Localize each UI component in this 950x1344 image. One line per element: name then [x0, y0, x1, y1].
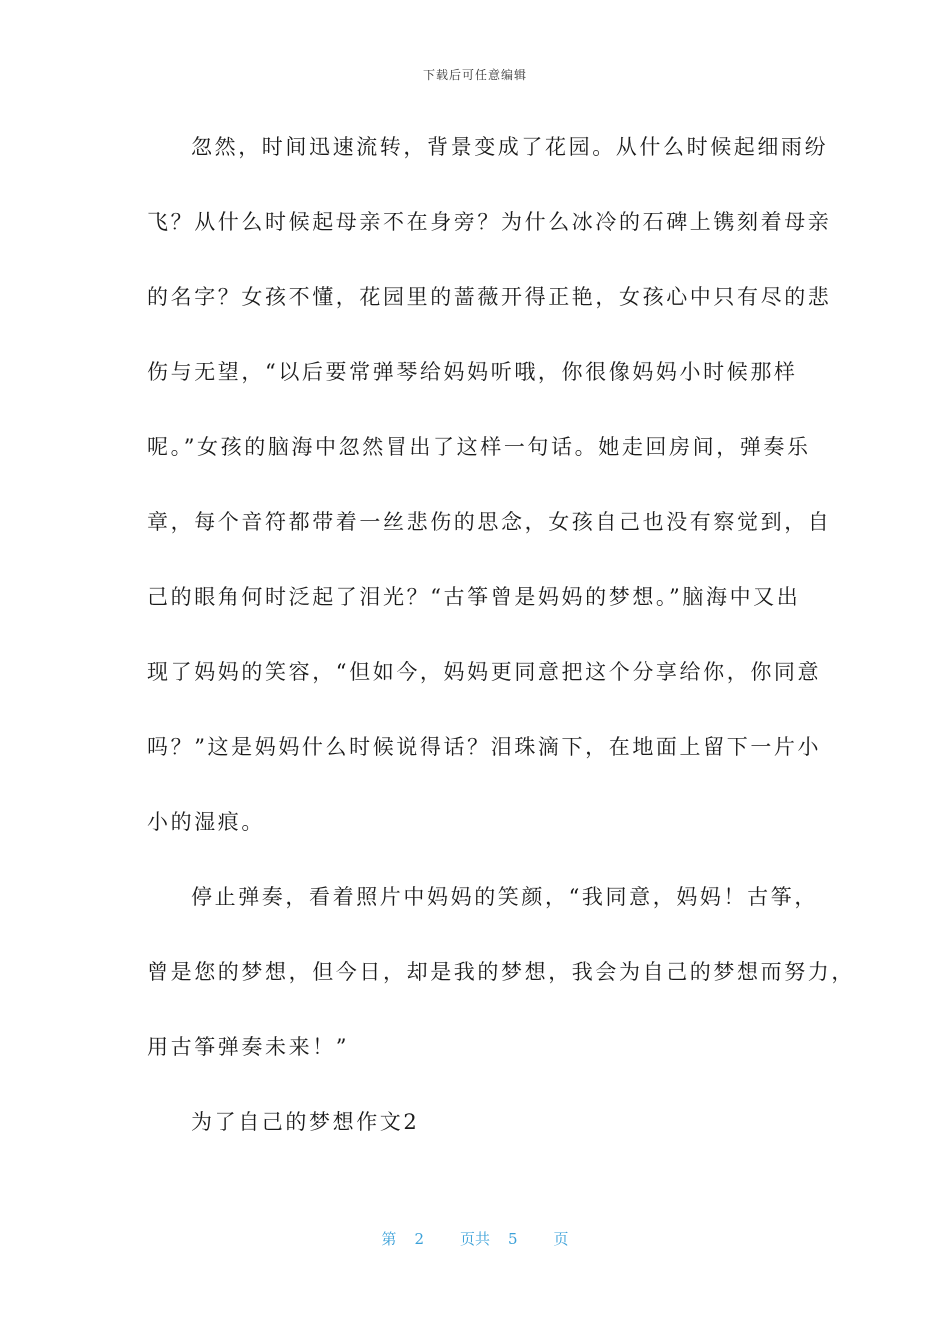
footer-total-pages: 5 — [508, 1230, 518, 1248]
paragraph-line: 章，每个音符都带着一丝悲伤的思念，女孩自己也没有察觉到，自 — [147, 510, 832, 534]
paragraph-line: 小的湿痕。 — [147, 810, 265, 834]
paragraph-line: 用古筝弹奏未来！” — [147, 1035, 350, 1059]
page-footer — [0, 1228, 950, 1249]
footer-middle: 页共 — [459, 1230, 490, 1248]
section-heading: 为了自己的梦想作文2 — [191, 1110, 420, 1134]
paragraph-line: 停止弹奏，看着照片中妈妈的笑颜，“我同意，妈妈！古筝， — [191, 885, 818, 909]
paragraph-line: 忽然，时间迅速流转，背景变成了花园。从什么时候起细雨纷 — [191, 135, 829, 159]
paragraph-line: 吗？”这是妈妈什么时候说得话？泪珠滴下，在地面上留下一片小 — [147, 735, 822, 759]
paragraph-line: 的名字？女孩不懂，花园里的蔷薇开得正艳，女孩心中只有尽的悲 — [147, 285, 832, 309]
paragraph-line: 呢。”女孩的脑海中忽然冒出了这样一句话。她走回房间，弹奏乐 — [147, 435, 811, 459]
paragraph-line: 现了妈妈的笑容，“但如今，妈妈更同意把这个分享给你，你同意 — [147, 660, 822, 684]
paragraph-line: 飞？从什么时候起母亲不在身旁？为什么冰冷的石碑上镌刻着母亲 — [147, 210, 832, 234]
footer-suffix: 页 — [553, 1230, 569, 1248]
paragraph-line: 己的眼角何时泛起了泪光？“古筝曾是妈妈的梦想。”脑海中又出 — [147, 585, 801, 609]
paragraph-line: 曾是您的梦想，但今日，却是我的梦想，我会为自己的梦想而努力， — [147, 960, 855, 984]
footer-page-number: 2 — [414, 1230, 424, 1248]
header-note: 下载后可任意编辑 — [422, 68, 527, 82]
paragraph-line: 伤与无望，“以后要常弹琴给妈妈听哦，你很像妈妈小时候那样 — [147, 360, 798, 384]
body-text — [147, 122, 855, 1172]
footer-prefix: 第 — [381, 1230, 397, 1248]
